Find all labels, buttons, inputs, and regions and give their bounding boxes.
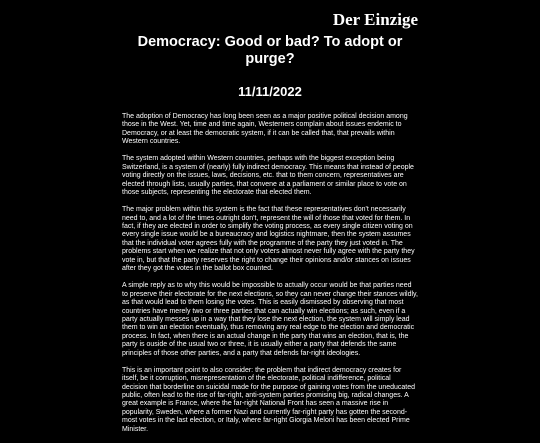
site-title: Der Einzige — [332, 10, 418, 29]
article-title: Democracy: Good or bad? To adopt or purge? — [137, 34, 403, 67]
article-date: 11/11/2022 — [238, 84, 302, 99]
article-paragraph: The major problem within this system is the fact that these representatives don't necessarily need to, and a lot of the times outright don't, represent the will of those that voted for them. In fact, if they are elected in order to simplify the voting process, as every single citizen voting on every single issue would be a bureaucracy and logistics nightmare, then the system assumes that the individual voter agrees fully with the programme of the party they just voted in. The problems start when we realize that not only voters almost never fully agree with the party they vote in, but that the party reserves the right to change their opinions and/or stances on issues after they got the votes in the ballot box counted. — [122, 206, 415, 273]
article-paragraph: The adoption of Democracy has long been seen as a major positive political decision among those in the West. Yet, time and time again, Westerners complain about issues endemic to Democracy, or at least the democratic system, if it can be called that, that prevails within Western countries. — [122, 113, 408, 146]
article-paragraph: This is an important point to also consider: the problem that indirect democracy creates for itself, be it corruption, misrepresentation of the electorate, political indifference, political decision that borderline on suicidal made for the purpose of gaining votes from the uneducated public, often lead to the rise of far-right, anti-system parties promising big, radical changes. A great example is France, where the far-right National Front has seen a massive rise in popularity, Sweden, where a former Nazi and currently far-right party has gotten the second-most votes in the last election, or Italy, where far-right Giorgia Meloni has been elected Prime Minister. — [122, 366, 416, 433]
article-paragraph: The system adopted within Western countries, perhaps with the biggest exception being Switzerland, is a system of (nearly) fully indirect democracy. This means that instead of people voting directly on the issues, laws, decisions, etc. that to them concern, representatives are elected through lists, usually parties, that convene at a parliament or similar place to vote on those subjects, representing the electorate that elected them. — [122, 155, 414, 197]
article — [122, 34, 418, 443]
article-paragraph: A simple reply as to why this would be impossible to actually occur would be that parties need to preserve their electorate for the next elections, so they can never change their stances wildly, as that would lead to them losing the votes. This is easily dismissed by observing that most countries have merely two or three parties that can actually win elections; as such, even if a party actually messes up in a way that they lose the next election, the system will simply lead them to win an election eventually, thus removing any real edge to the election and democratic process. In fact, when there is an actual change in the party that wins an election, that is, the party is ouside of the usual two or three, it is usually either a party that defends the same principles of those other parties, and a party that defends far-right ideologies. — [122, 282, 418, 357]
